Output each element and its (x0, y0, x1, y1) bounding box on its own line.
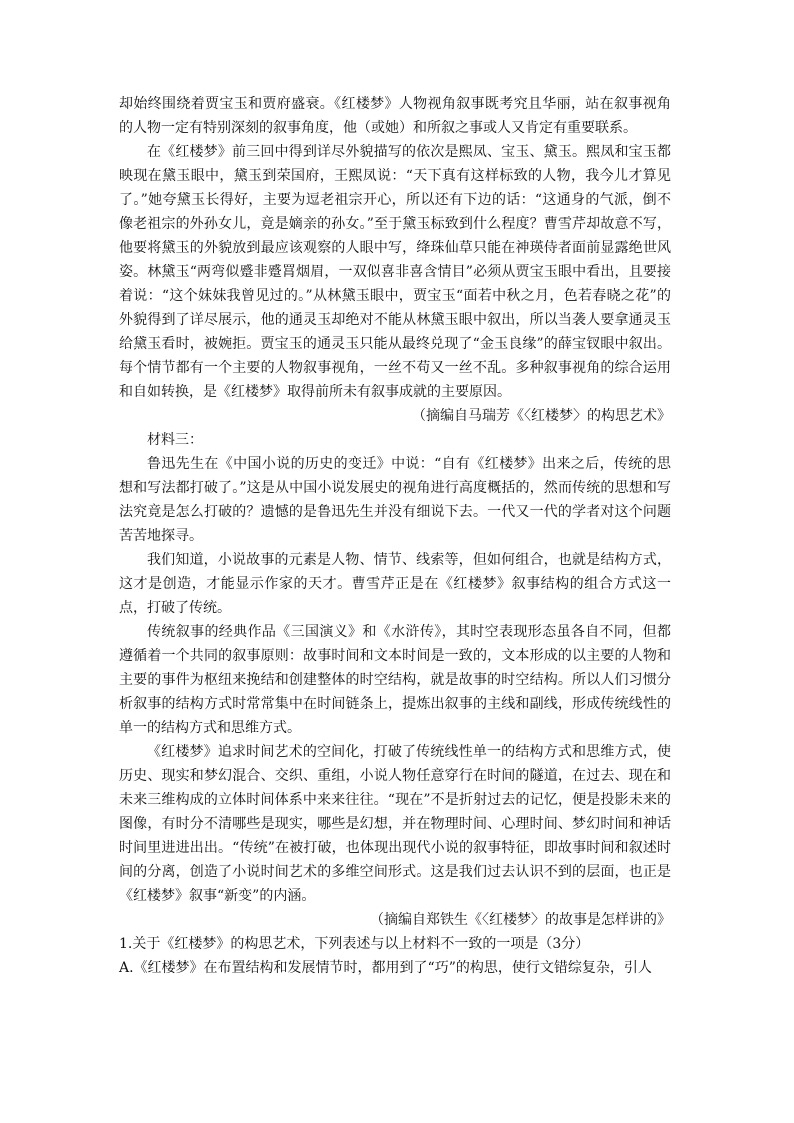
material-three-heading: 材料三： (147, 432, 203, 448)
document-body (119, 92, 671, 980)
question-1-stem: 1.关于《红楼梦》的构思艺术，下列表述与以上材料不一致的一项是（3分） (119, 936, 590, 952)
source-citation-ma-ruifang: （摘编自马瑞芳《〈红楼梦〉的构思艺术》 (412, 408, 671, 424)
paragraph-spatialization-of-time: 《红楼梦》追求时间艺术的空间化，打破了传统线性单一的结构方式和思维方式，使历史、现实和梦幻混合、交织、重组，小说人物任意穿行在时间的隧道，在过去、现在和未来三维构成的立体时间体系中来来往往。“现在”不是折射过去的记忆，便是投影未来的图像，有时分不清哪些是现实，哪些是幻想，并在物理时间、心理时间、梦幻时间和神话时间里进进出出。“传统”在被打破，也体现出现代小说的叙事特征，即故事时间和叙述时间的分离，创造了小说时间艺术的多维空间形式。这是我们过去认识不到的层面，也正是《红楼梦》叙事“新变”的内涵。 (119, 744, 671, 904)
paragraph-lu-xun-quote: 鲁迅先生在《中国小说的历史的变迁》中说：“自有《红楼梦》出来之后，传统的思想和写法都打破了。”这是从中国小说发展史的视角进行高度概括的，然而传统的思想和写法究竟是怎么打破的？遗憾的是鲁迅先生并没有细说下去。一代又一代的学者对这个问题苦苦地探寻。 (119, 456, 671, 544)
paragraph-first-three-chapters: 在《红楼梦》前三回中得到详尽外貌描写的依次是熙凤、宝玉、黛玉。熙凤和宝玉都映现在黛玉眼中，黛玉到荣国府，王熙凤说：“天下真有这样标致的人物，我今儿才算见了。”她夸黛玉长得好，主要为逗老祖宗开心，所以还有下边的话：“这通身的气派，倒不像老祖宗的外孙女儿，竟是嫡亲的孙女。”至于黛玉标致到什么程度？曹雪芹却故意不写，他要将黛玉的外貌放到最应该观察的人眼中写，绛珠仙草只能在神瑛侍者面前显露绝世风姿。林黛玉“两弯似蹙非蹙罥烟眉，一双似喜非喜含情目”必须从贾宝玉眼中看出，且要接着说：“这个妹妹我曾见过的。”从林黛玉眼中，贾宝玉“面若中秋之月，色若春晓之花”的外貌得到了详尽展示，他的通灵玉却绝对不能从林黛玉眼中叙出，所以当袭人要拿通灵玉给黛玉看时，被婉拒。贾宝玉的通灵玉只能从最终兑现了“金玉良缘”的薛宝钗眼中叙出。每个情节都有一个主要的人物叙事视角，一丝不苟又一丝不乱。多种叙事视角的综合运用和自如转换，是《红楼梦》取得前所未有叙事成就的主要原因。 (119, 144, 671, 400)
paragraph-traditional-narrative: 传统叙事的经典作品《三国演义》和《水浒传》，其时空表现形态虽各自不同，但都遵循着一个共同的叙事原则：故事时间和文本时间是一致的，文本形成的以主要的人物和主要的事件为枢纽来挽结和创建整体的时空结构，就是故事的时空结构。所以人们习惯分析叙事的结构方式时常常集中在时间链条上，提炼出叙事的主线和副线，形成传统线性的单一的结构方式和思维方式。 (119, 624, 671, 736)
question-1-option-a: A.《红楼梦》在布置结构和发展情节时，都用到了“巧”的构思，使行文错综复杂，引人 (119, 960, 652, 976)
paragraph-story-elements: 我们知道，小说故事的元素是人物、情节、线索等，但如何组合，也就是结构方式，这才是创造，才能显示作家的天才。曹雪芹正是在《红楼梦》叙事结构的组合方式这一点，打破了传统。 (119, 552, 671, 616)
paragraph-continued-narrative-perspective: 却始终围绕着贾宝玉和贾府盛衰。《红楼梦》人物视角叙事既考究且华丽，站在叙事视角的人物一定有特别深刻的叙事角度，他（或她）和所叙之事或人又肯定有重要联系。 (119, 96, 671, 136)
source-citation-zheng-tiesheng: （摘编自郑铁生《〈红楼梦〉的故事是怎样讲的》 (370, 912, 671, 928)
